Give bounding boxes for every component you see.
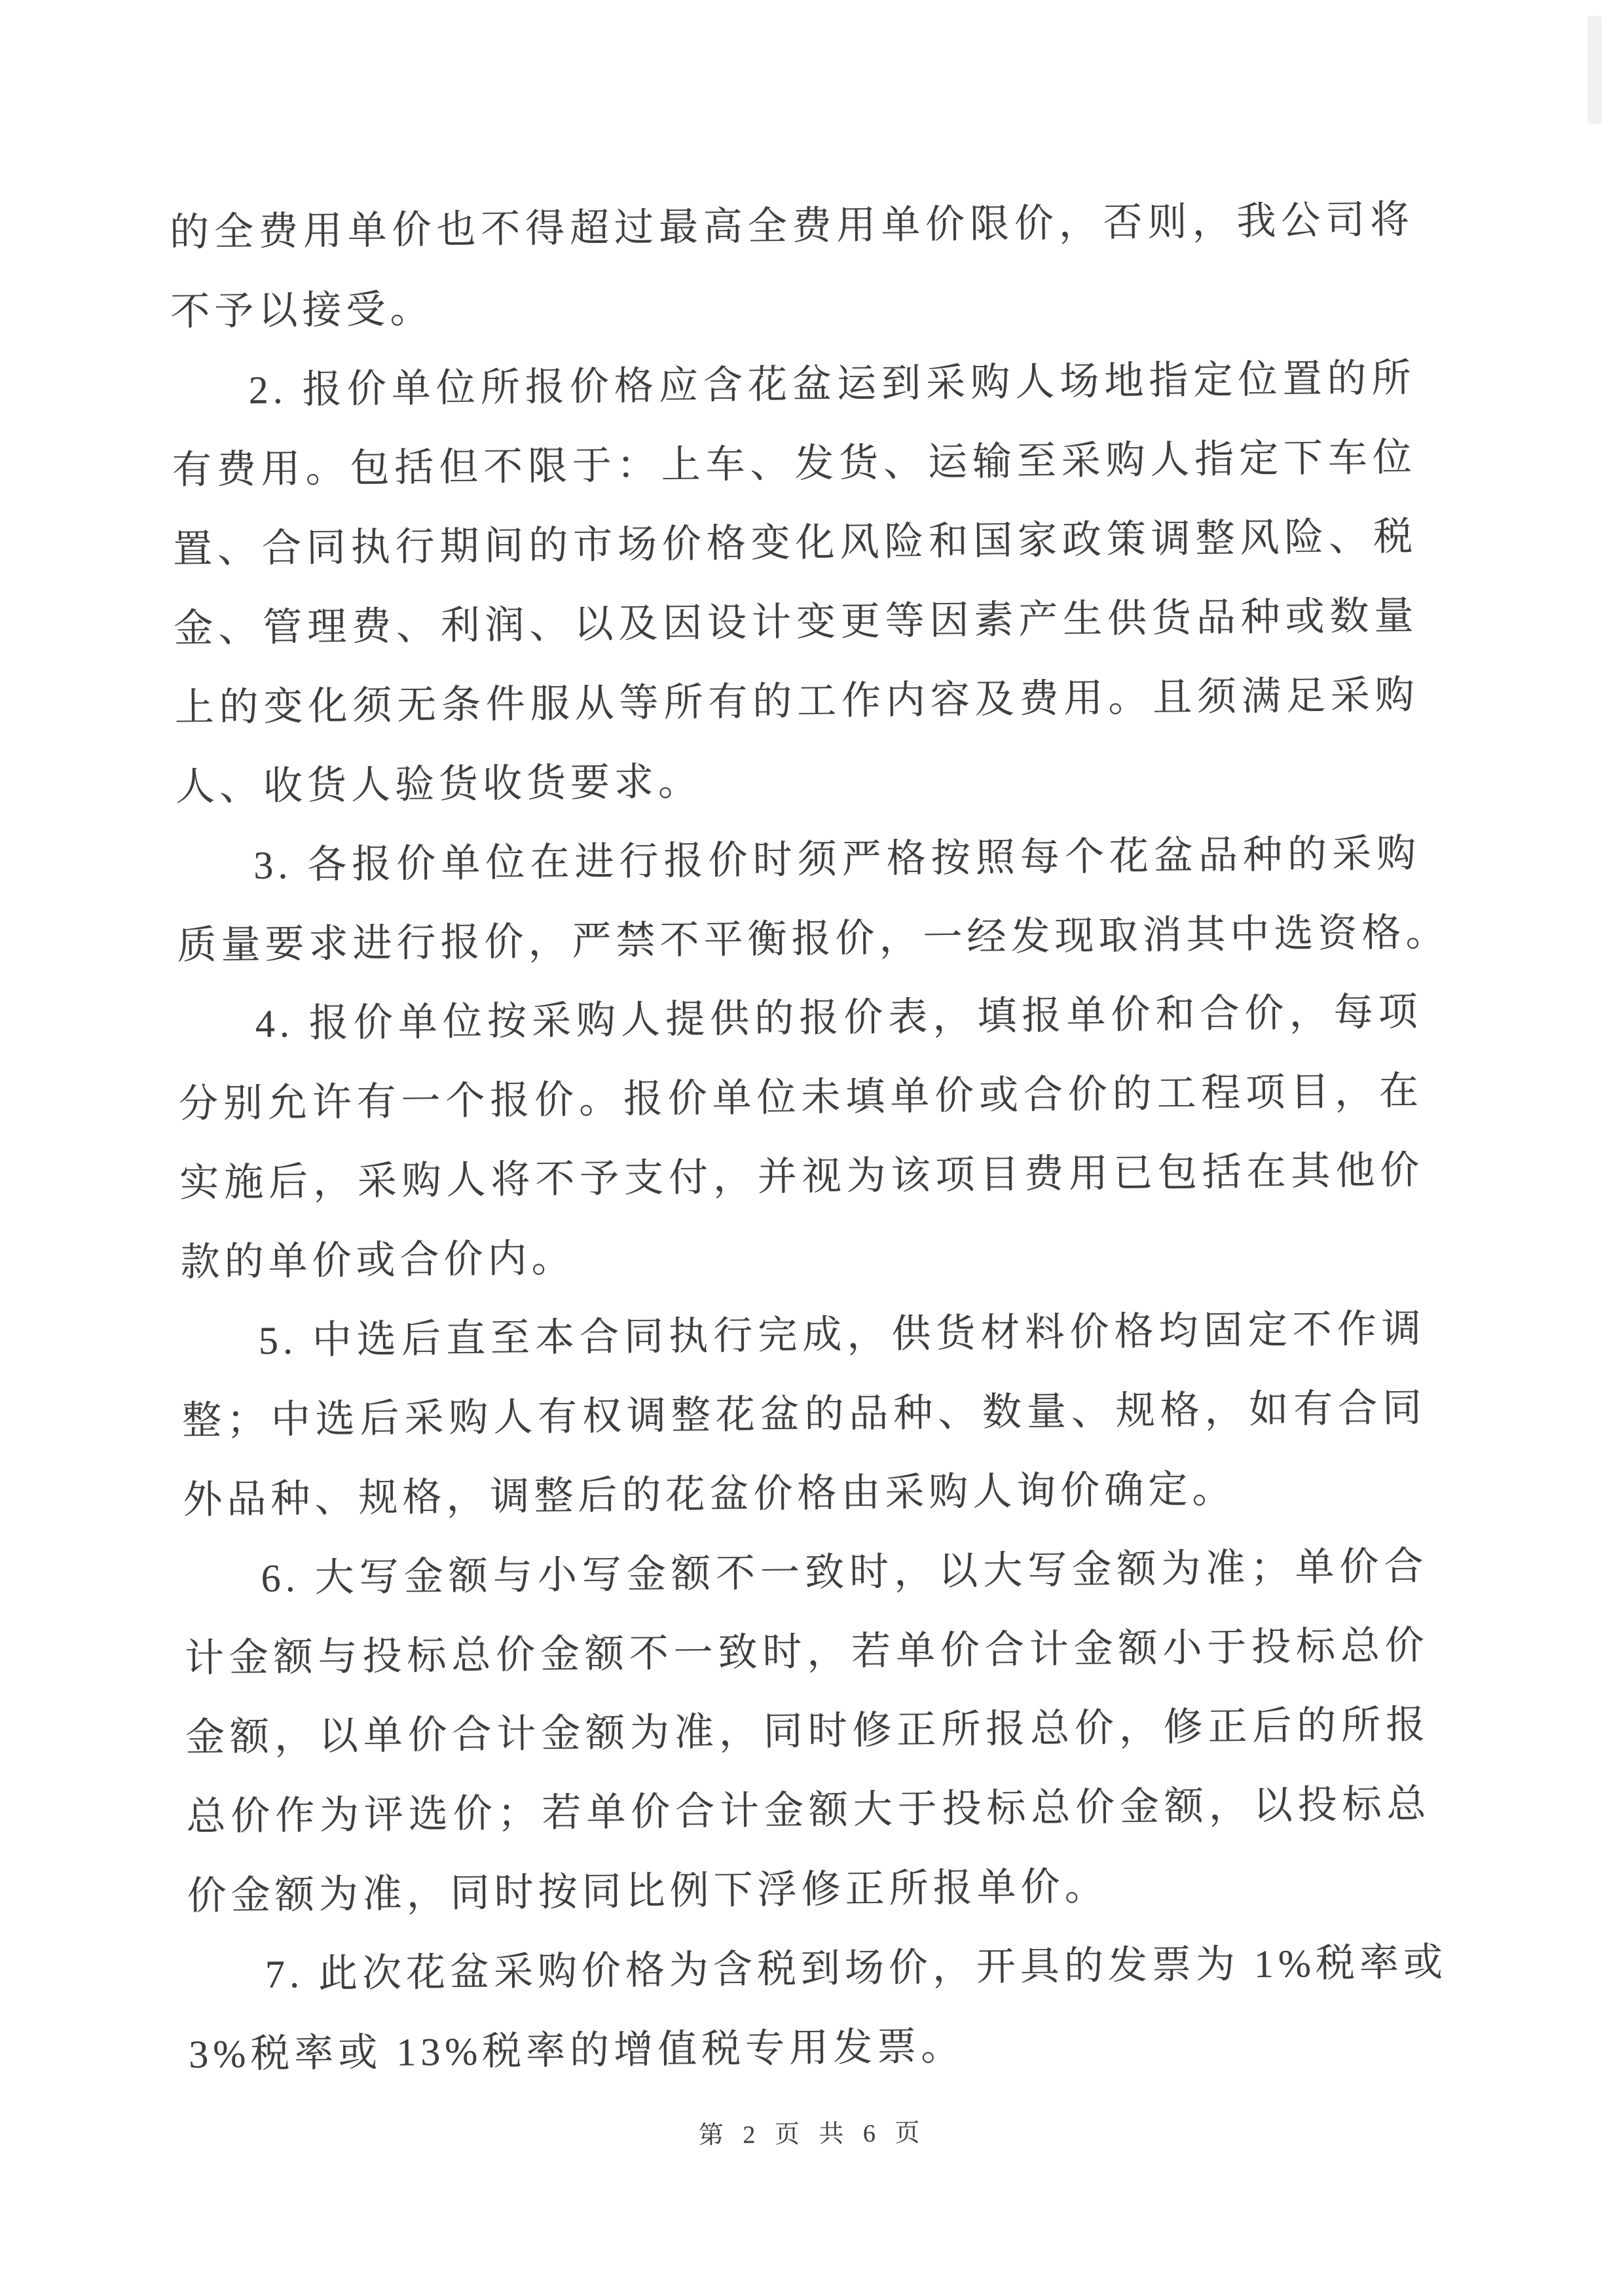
text-line: 款的单价或合价内。 <box>180 1236 576 1285</box>
text-line: 2. 报价单位所报价格应含花盆运到采购人场地指定位置的所 <box>248 356 1416 412</box>
text-line: 计金额与投标总价金额不一致时，若单价合计金额小于投标总价 <box>184 1624 1430 1681</box>
text-line: 的全费用单价也不得超过最高全费用单价限价，否则，我公司将 <box>169 198 1414 255</box>
text-line: 6. 大写金额与小写金额不一致时，以大写金额为准；单价合 <box>261 1544 1428 1600</box>
text-line: 质量要求进行报价，严禁不平衡报价，一经发现取消其中选资格。 <box>177 910 1450 968</box>
text-line: 3. 各报价单位在进行报价时须严格按照每个花盆品种的采购 <box>253 831 1421 887</box>
text-line: 实施后，采购人将不予支付，并视为该项目费用已包括在其他价 <box>179 1148 1424 1205</box>
text-line: 上的变化须无条件服从等所有的工作内容及费用。且须满足采购 <box>174 673 1419 730</box>
text-line: 价金额为准，同时按同比例下浮修正所报单价。 <box>187 1865 1109 1918</box>
text-line: 总价作为评选价；若单价合计金额大于投标总价金额，以投标总 <box>186 1782 1431 1839</box>
text-line: 整；中选后采购人有权调整花盆的品种、数量、规格，如有合同 <box>181 1386 1427 1443</box>
document-body <box>169 180 1450 2094</box>
text-line: 不予以接受。 <box>170 287 434 334</box>
text-line: 7. 此次花盆采购价格为含税到场价，开具的发票为 1%税率或 <box>265 1940 1448 1996</box>
text-line: 分别允许有一个报价。报价单位未填单价或合价的工程项目，在 <box>178 1069 1424 1126</box>
text-line: 外品种、规格，调整后的花盆价格由采购人询价确定。 <box>183 1467 1236 1522</box>
text-line: 5. 中选后直至本合同执行完成，供货材料价格均固定不作调 <box>258 1307 1426 1362</box>
text-line: 3%税率或 13%税率的增值税专用发票。 <box>188 2024 965 2077</box>
text-line: 人、收货人验货收货要求。 <box>175 759 703 809</box>
page-number: 第 2 页 共 6 页 <box>698 2119 927 2149</box>
text-line: 金额，以单价合计金额为准，同时修正所报总价，修正后的所报 <box>185 1703 1430 1760</box>
text-line: 有费用。包括但不限于：上车、发货、运输至采购人指定下车位 <box>172 435 1417 492</box>
text-line: 金、管理费、利润、以及因设计变更等因素产生供货品种或数量 <box>174 594 1418 651</box>
text-line: 4. 报价单位按采购人提供的报价表，填报单价和合价，每项 <box>255 990 1423 1046</box>
text-line: 置、合同执行期间的市场价格变化风险和国家政策调整风险、税 <box>172 515 1418 572</box>
